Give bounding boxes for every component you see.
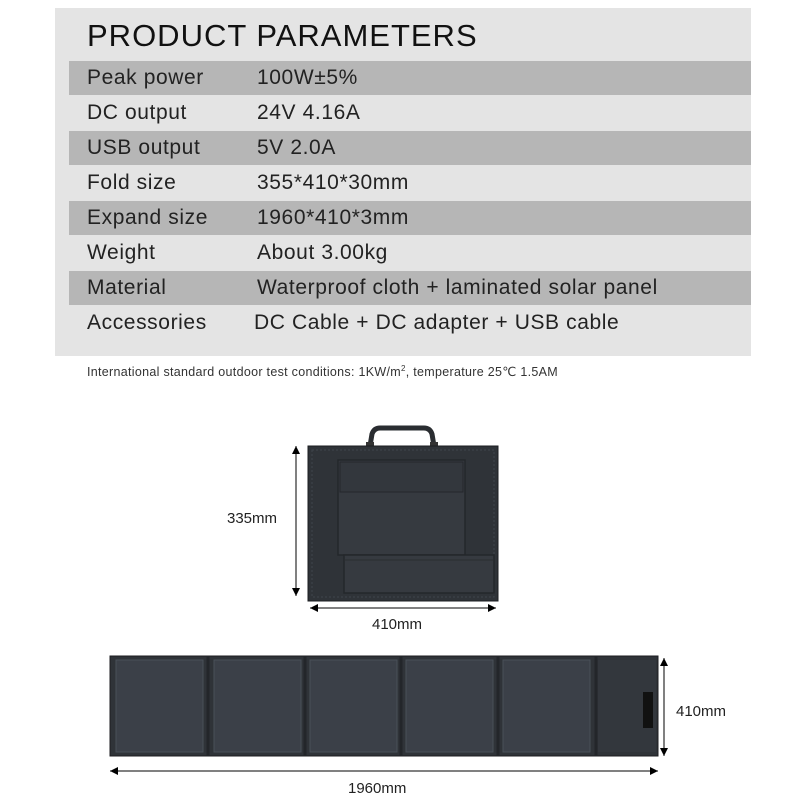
folded-panel-image	[308, 428, 498, 601]
expanded-height-dimension	[660, 658, 668, 756]
row-value: DC Cable + DC adapter + USB cable	[254, 311, 620, 334]
handle-icon	[370, 428, 434, 446]
row-value: 1960*410*3mm	[257, 206, 409, 229]
folded-height-label: 335mm	[227, 510, 278, 527]
folded-width-dimension	[310, 604, 496, 612]
row-label: Peak power	[87, 66, 204, 89]
row-value: 24V 4.16A	[257, 101, 361, 124]
row-label: Accessories	[87, 311, 207, 334]
row-label: USB output	[87, 136, 201, 159]
folded-width-label: 410mm	[372, 616, 423, 633]
row-label: Expand size	[87, 206, 209, 229]
row-value: Waterproof cloth + laminated solar panel	[257, 276, 658, 299]
folded-height-dimension	[292, 446, 300, 596]
row-label: Material	[87, 276, 167, 299]
expanded-width-dimension	[110, 767, 658, 775]
test-conditions-note: International standard outdoor test conditions: $1KW/m^2$, temperature 25℃ 1.5AM	[87, 364, 558, 380]
row-value: 100W±5%	[257, 66, 358, 89]
row-value: 355*410*30mm	[257, 171, 409, 194]
row-value: 5V 2.0A	[257, 136, 336, 159]
expanded-panel-image	[110, 656, 658, 756]
row-label: Weight	[87, 241, 156, 264]
output-port-icon	[643, 692, 653, 728]
row-value: About 3.00kg	[257, 241, 388, 264]
row-label: DC output	[87, 101, 187, 124]
table-title: PRODUCT PARAMETERS	[87, 18, 478, 53]
expanded-width-label: 1960mm	[348, 780, 407, 797]
row-label: Fold size	[87, 171, 177, 194]
expanded-height-label: 410mm	[676, 703, 727, 720]
